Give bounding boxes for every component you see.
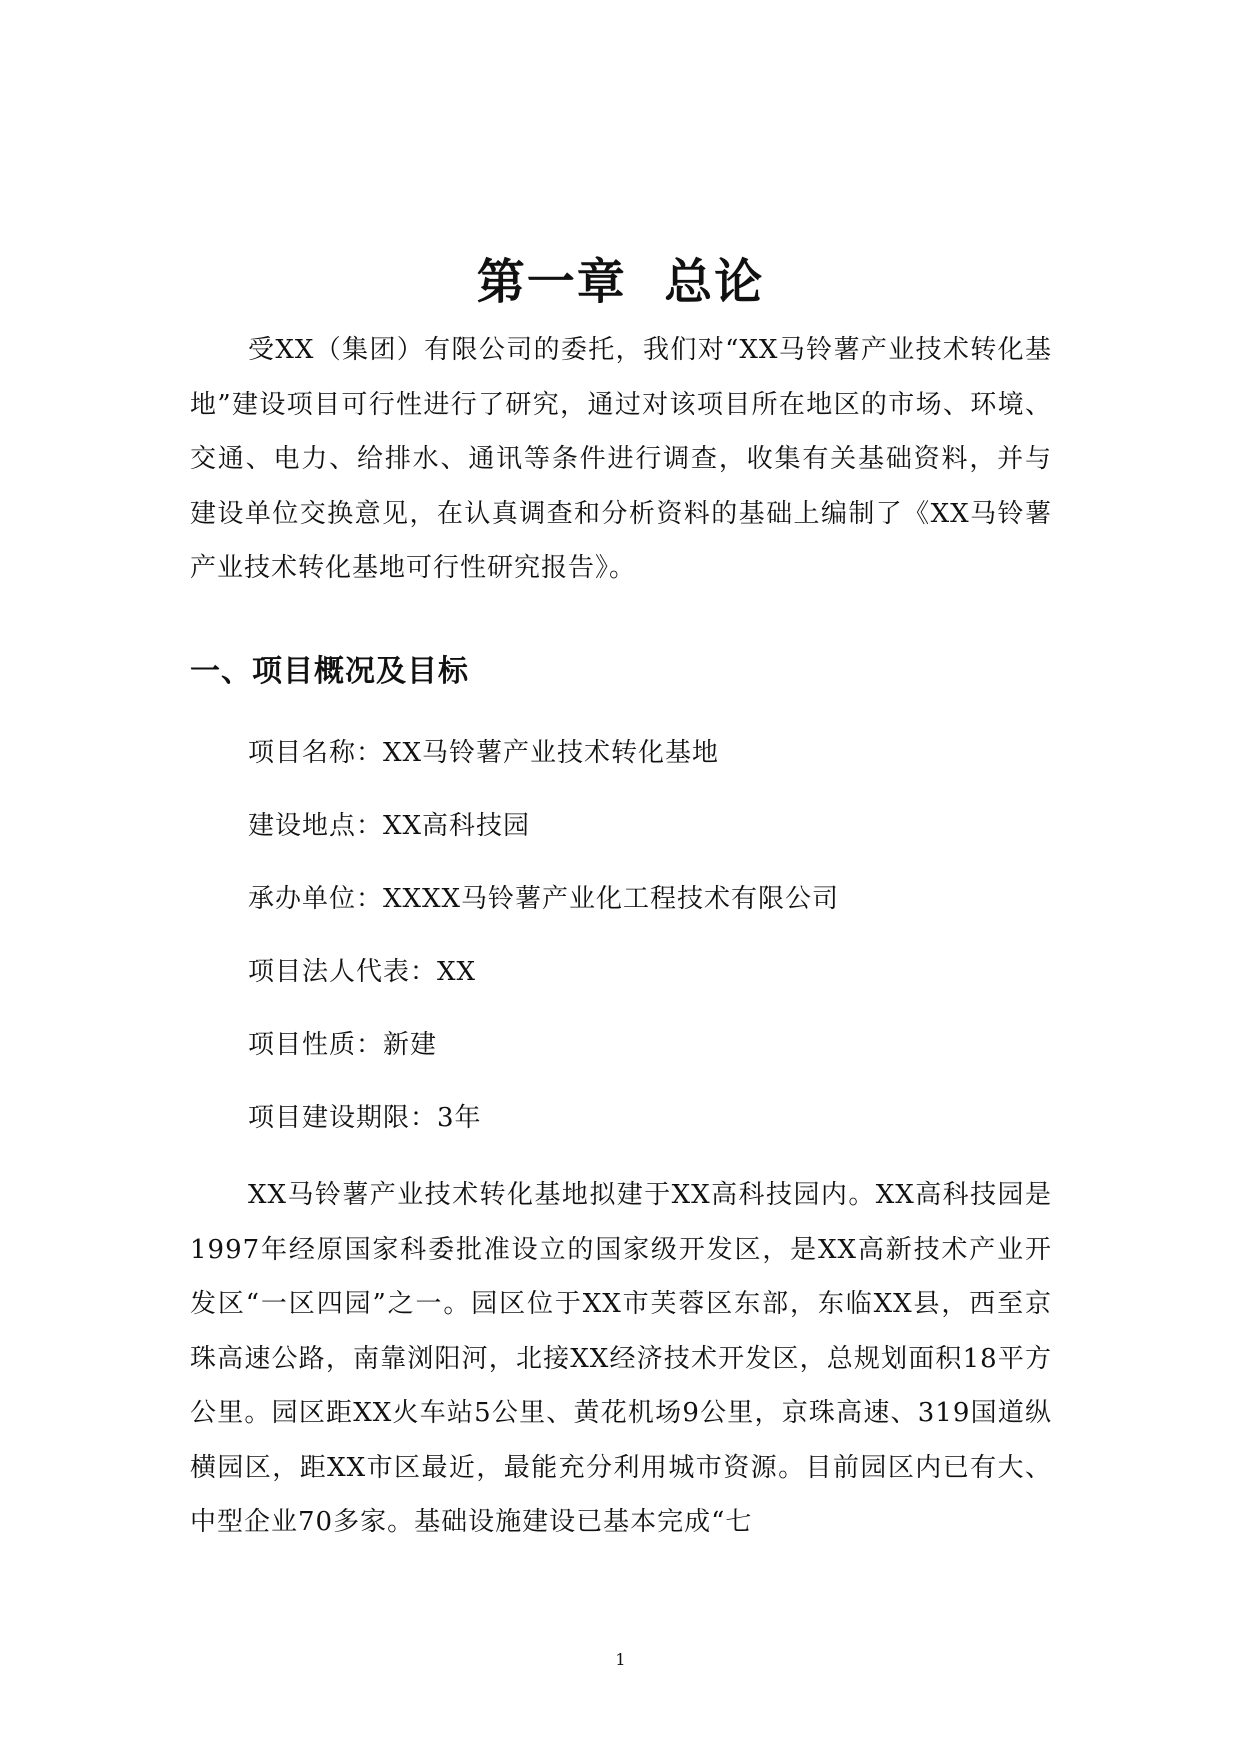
section-heading: 一、项目概况及目标 (190, 654, 469, 689)
chapter-title: 第一章 总论 (476, 254, 765, 311)
project-location-line: 建设地点：XX高科技园 (248, 811, 531, 841)
project-duration-line: 项目建设期限：3年 (248, 1103, 482, 1133)
page-number: 1 (615, 1650, 626, 1669)
project-legal-rep-line: 项目法人代表：XX (248, 957, 477, 987)
description-paragraph: XX马铃薯产业技术转化基地拟建于XX高科技园内。XX高科技园是1997年经原国家科委批准设立的国家级开发区，是XX高新技术产业开发区“一区四园”之一。园区位于XX市芙蓉区东部，东临XX县，西至京珠高速公路，南靠浏阳河，北接XX经济技术开发区，总规划面积18平方公里。园区距XX火车站5公里、黄花机场9公里，京珠高速、319国道纵横园区，距XX市区最近，最能充分利用城市资源。目前园区内已有大、中型企业70多家。基础设施建设已基本完成“七 (190, 1180, 1052, 1537)
project-nature-line: 项目性质：新建 (248, 1030, 438, 1060)
project-name-line: 项目名称：XX马铃薯产业技术转化基地 (248, 738, 720, 768)
intro-paragraph: 受XX（集团）有限公司的委托，我们对“XX马铃薯产业技术转化基地”建设项目可行性进行了研究，通过对该项目所在地区的市场、环境、交通、电力、给排水、通讯等条件进行调查，收集有关基础资料，并与建设单位交换意见，在认真调查和分析资料的基础上编制了《XX马铃薯产业技术转化基地可行性研究报告》。 (190, 335, 1052, 583)
project-organizer-line: 承办单位：XXXX马铃薯产业化工程技术有限公司 (248, 884, 840, 914)
